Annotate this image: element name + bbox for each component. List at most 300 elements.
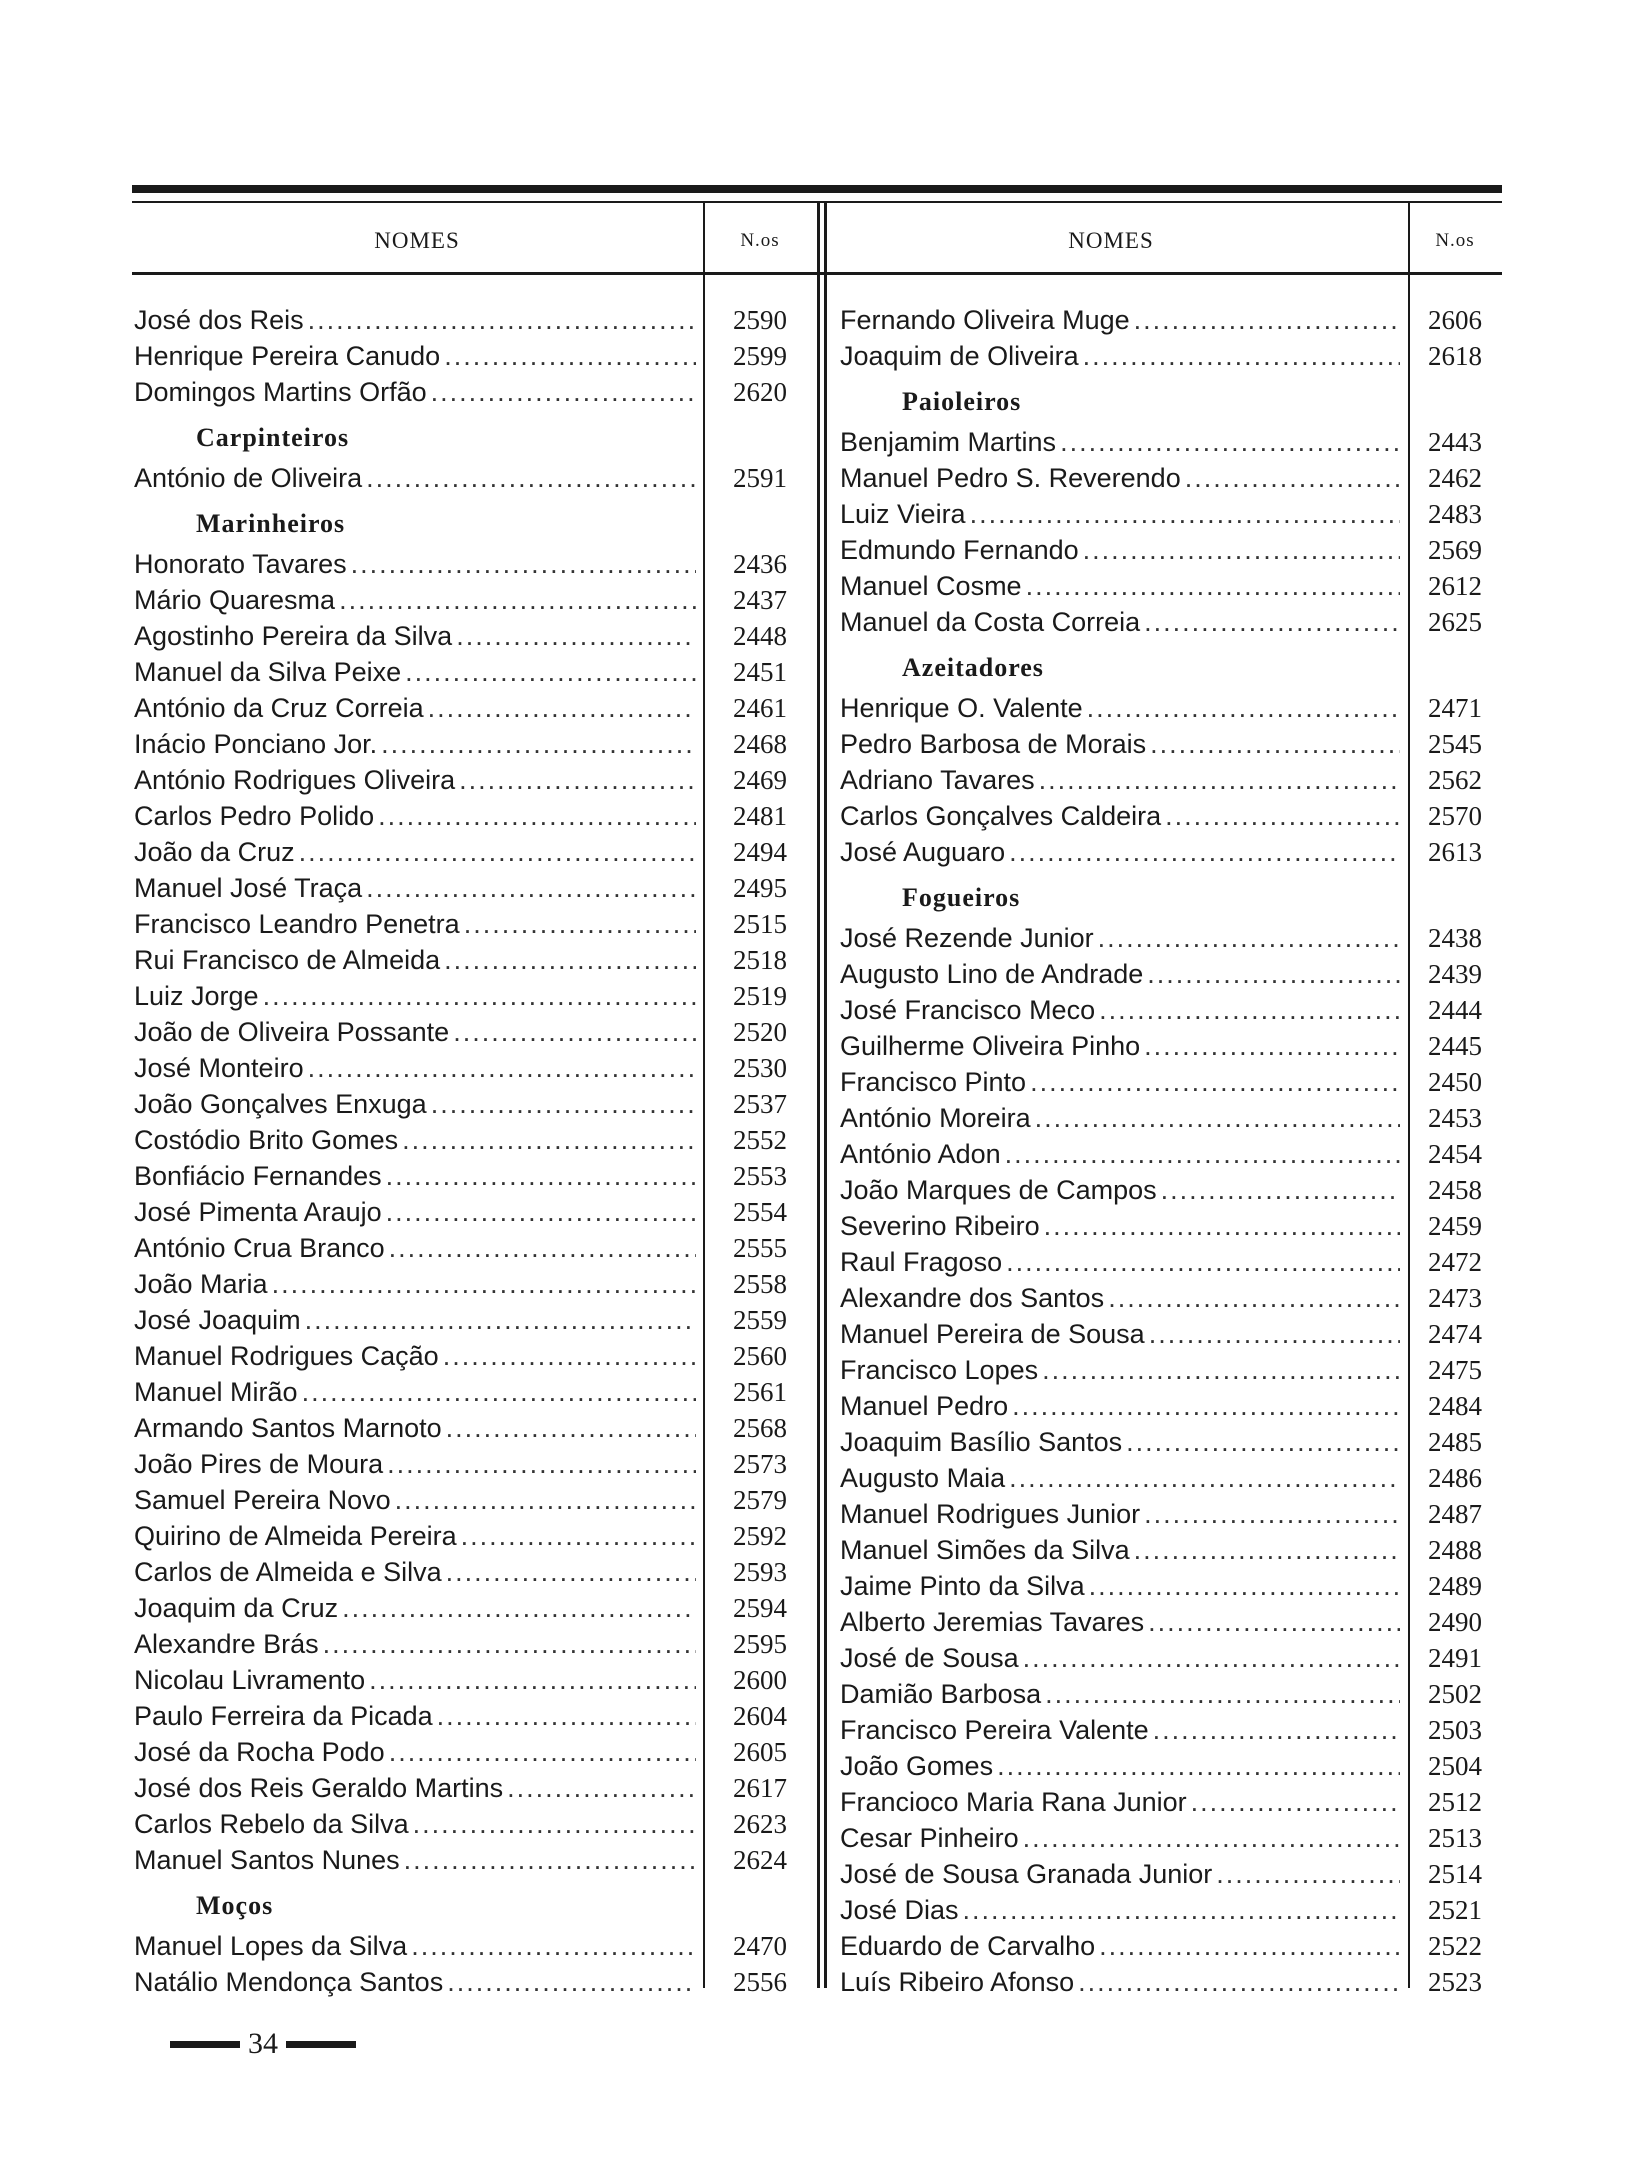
crew-name-text: Manuel Lopes da Silva xyxy=(134,1931,411,1961)
crew-name-text: Augusto Maia xyxy=(840,1463,1009,1493)
list-item xyxy=(134,1734,814,1770)
folio-bar-left xyxy=(170,2041,240,2048)
crew-name xyxy=(840,1136,1400,1172)
crew-name xyxy=(134,690,696,726)
list-item xyxy=(840,1748,1500,1784)
crew-name xyxy=(840,460,1400,496)
crew-number: 2545 xyxy=(1428,729,1482,759)
crew-name xyxy=(134,1410,696,1446)
crew-number: 2522 xyxy=(1428,1931,1482,1961)
crew-name xyxy=(134,1086,696,1122)
crew-number: 2560 xyxy=(733,1341,787,1371)
crew-name-text: José Monteiro xyxy=(134,1053,308,1083)
crew-name-text: Luiz Jorge xyxy=(134,981,263,1011)
crew-name xyxy=(840,1748,1400,1784)
crew-number: 2620 xyxy=(733,377,787,407)
crew-name xyxy=(134,1194,696,1230)
crew-name-text: José Francisco Meco xyxy=(840,995,1099,1025)
list-item xyxy=(134,1518,814,1554)
crew-name-text: José da Rocha Podo xyxy=(134,1737,389,1767)
crew-name-text: António de Oliveira xyxy=(134,463,366,493)
crew-name-text: Joaquim de Oliveira xyxy=(840,341,1083,371)
crew-name xyxy=(134,1554,696,1590)
crew-name xyxy=(840,762,1400,798)
list-item xyxy=(134,1338,814,1374)
list-item xyxy=(840,1100,1500,1136)
crew-name-text: Augusto Lino de Andrade xyxy=(840,959,1147,989)
list-item xyxy=(840,1604,1500,1640)
crew-name-text: Raul Fragoso xyxy=(840,1247,1006,1277)
crew-number: 2439 xyxy=(1428,959,1482,989)
crew-name-text: Manuel Pedro S. Reverendo xyxy=(840,463,1185,493)
list-item xyxy=(134,1770,814,1806)
crew-number: 2554 xyxy=(733,1197,787,1227)
crew-name xyxy=(134,1698,696,1734)
crew-name xyxy=(840,690,1400,726)
crew-number: 2468 xyxy=(733,729,787,759)
list-item xyxy=(134,978,814,1014)
crew-name xyxy=(840,1892,1400,1928)
crew-name xyxy=(134,1590,696,1626)
crew-number: 2471 xyxy=(1428,693,1482,723)
crew-number: 2470 xyxy=(733,1931,787,1961)
list-item xyxy=(134,1302,814,1338)
crew-number: 2599 xyxy=(733,341,787,371)
list-item xyxy=(134,798,814,834)
crew-name-text: Adriano Tavares xyxy=(840,765,1039,795)
crew-name-text: José dos Reis Geraldo Martins xyxy=(134,1773,507,1803)
crew-number: 2624 xyxy=(733,1845,787,1875)
list-item xyxy=(840,1568,1500,1604)
list-item xyxy=(840,424,1500,460)
crew-name-text: Costódio Brito Gomes xyxy=(134,1125,402,1155)
crew-name xyxy=(134,1338,696,1374)
crew-name xyxy=(840,1568,1400,1604)
crew-name-text: João Maria xyxy=(134,1269,272,1299)
crew-name-text: Manuel Cosme xyxy=(840,571,1026,601)
list-item xyxy=(134,834,814,870)
crew-name-text: Francisco Pereira Valente xyxy=(840,1715,1153,1745)
crew-number: 2593 xyxy=(733,1557,787,1587)
crew-name xyxy=(840,1460,1400,1496)
list-item xyxy=(134,302,814,338)
crew-name-text: João de Oliveira Possante xyxy=(134,1017,453,1047)
crew-name-text: Fernando Oliveira Muge xyxy=(840,305,1134,335)
crew-name-text: José Joaquim xyxy=(134,1305,305,1335)
crew-name-text: Luiz Vieira xyxy=(840,499,970,529)
crew-name xyxy=(134,1734,696,1770)
crew-name-text: Rui Francisco de Almeida xyxy=(134,945,444,975)
crew-number: 2474 xyxy=(1428,1319,1482,1349)
crew-name-text: Francisco Pinto xyxy=(840,1067,1030,1097)
section-heading: Marinheiros xyxy=(196,509,346,538)
crew-name-text: Manuel Mirão xyxy=(134,1377,302,1407)
crew-name xyxy=(134,1806,696,1842)
crew-name-text: Domingos Martins Orfão xyxy=(134,377,431,407)
list-item xyxy=(840,1784,1500,1820)
crew-name-text: Samuel Pereira Novo xyxy=(134,1485,395,1515)
crew-number: 2458 xyxy=(1428,1175,1482,1205)
crew-name-text: Henrique O. Valente xyxy=(840,693,1087,723)
list-item xyxy=(840,798,1500,834)
crew-name xyxy=(840,1424,1400,1460)
crew-name xyxy=(134,1928,696,1964)
crew-name xyxy=(134,654,696,690)
section-heading: Azeitadores xyxy=(902,653,1044,682)
crew-name xyxy=(840,1064,1400,1100)
crew-name xyxy=(134,870,696,906)
crew-name xyxy=(134,460,696,496)
right-names-header: NOMES xyxy=(1068,228,1154,253)
crew-name xyxy=(840,1208,1400,1244)
crew-name xyxy=(134,762,696,798)
crew-name-text: Severino Ribeiro xyxy=(840,1211,1044,1241)
crew-number: 2436 xyxy=(733,549,787,579)
crew-name xyxy=(134,726,696,762)
list-item xyxy=(840,1712,1500,1748)
list-item xyxy=(840,1964,1500,2000)
crew-name xyxy=(840,798,1400,834)
list-item xyxy=(840,1424,1500,1460)
list-item xyxy=(134,726,814,762)
crew-name xyxy=(134,1518,696,1554)
right-nums-header: N.os xyxy=(1435,230,1475,251)
list-item xyxy=(840,956,1500,992)
crew-name-text: Manuel José Traça xyxy=(134,873,366,903)
crew-name-text: João Gonçalves Enxuga xyxy=(134,1089,431,1119)
crew-name-text: João Pires de Moura xyxy=(134,1449,387,1479)
crew-number: 2502 xyxy=(1428,1679,1482,1709)
crew-number: 2481 xyxy=(733,801,787,831)
list-item xyxy=(840,834,1500,870)
crew-name xyxy=(840,726,1400,762)
crew-name xyxy=(840,568,1400,604)
left-names-header: NOMES xyxy=(374,228,460,253)
crew-name-text: Carlos de Almeida e Silva xyxy=(134,1557,446,1587)
list-item xyxy=(840,762,1500,798)
crew-number: 2618 xyxy=(1428,341,1482,371)
crew-name xyxy=(134,1050,696,1086)
list-item xyxy=(840,338,1500,374)
list-item xyxy=(134,1410,814,1446)
crew-name xyxy=(840,1388,1400,1424)
crew-number: 2562 xyxy=(1428,765,1482,795)
crew-name-text: Manuel Santos Nunes xyxy=(134,1845,404,1875)
crew-number: 2504 xyxy=(1428,1751,1482,1781)
top-thick-rule xyxy=(132,185,1502,193)
crew-number: 2617 xyxy=(733,1773,787,1803)
list-item xyxy=(840,1820,1500,1856)
list-item xyxy=(840,1244,1500,1280)
crew-number: 2494 xyxy=(733,837,787,867)
crew-number: 2553 xyxy=(733,1161,787,1191)
crew-name xyxy=(840,956,1400,992)
crew-number: 2450 xyxy=(1428,1067,1482,1097)
crew-name-text: Mário Quaresma xyxy=(134,585,339,615)
crew-name xyxy=(840,1820,1400,1856)
crew-name-text: Henrique Pereira Canudo xyxy=(134,341,444,371)
crew-name xyxy=(840,920,1400,956)
list-item xyxy=(840,1460,1500,1496)
crew-number: 2486 xyxy=(1428,1463,1482,1493)
crew-name xyxy=(134,1842,696,1878)
crew-name xyxy=(840,1280,1400,1316)
list-item xyxy=(840,1676,1500,1712)
crew-number: 2594 xyxy=(733,1593,787,1623)
crew-name xyxy=(134,798,696,834)
list-item xyxy=(134,1086,814,1122)
crew-number: 2592 xyxy=(733,1521,787,1551)
crew-number: 2489 xyxy=(1428,1571,1482,1601)
crew-name xyxy=(840,1496,1400,1532)
crew-name-text: Damião Barbosa xyxy=(840,1679,1045,1709)
crew-name-text: Cesar Pinheiro xyxy=(840,1823,1023,1853)
crew-number: 2579 xyxy=(733,1485,787,1515)
crew-name xyxy=(134,302,696,338)
crew-name xyxy=(840,1964,1400,2000)
crew-name xyxy=(134,1266,696,1302)
crew-number: 2530 xyxy=(733,1053,787,1083)
crew-number: 2513 xyxy=(1428,1823,1482,1853)
list-item xyxy=(134,906,814,942)
crew-number: 2451 xyxy=(733,657,787,687)
crew-number: 2491 xyxy=(1428,1643,1482,1673)
list-item xyxy=(134,582,814,618)
crew-number: 2448 xyxy=(733,621,787,651)
crew-number: 2559 xyxy=(733,1305,787,1335)
list-item xyxy=(134,1698,814,1734)
crew-number: 2495 xyxy=(733,873,787,903)
list-item xyxy=(134,1266,814,1302)
crew-number: 2518 xyxy=(733,945,787,975)
crew-number: 2454 xyxy=(1428,1139,1482,1169)
crew-name xyxy=(840,1352,1400,1388)
crew-number: 2488 xyxy=(1428,1535,1482,1565)
crew-number: 2469 xyxy=(733,765,787,795)
crew-name-text: Inácio Ponciano Jor. xyxy=(134,729,381,759)
crew-name-text: José de Sousa Granada Junior xyxy=(840,1859,1216,1889)
crew-number: 2453 xyxy=(1428,1103,1482,1133)
crew-name xyxy=(840,992,1400,1028)
crew-name-text: Carlos Pedro Polido xyxy=(134,801,378,831)
center-double-rule-a xyxy=(817,203,820,1988)
list-item xyxy=(134,1014,814,1050)
list-item xyxy=(840,1280,1500,1316)
crew-name xyxy=(134,942,696,978)
list-item xyxy=(134,1158,814,1194)
crew-name-text: Agostinho Pereira da Silva xyxy=(134,621,456,651)
crew-number: 2520 xyxy=(733,1017,787,1047)
list-item xyxy=(840,496,1500,532)
list-item xyxy=(134,460,814,496)
crew-name-text: João Marques de Campos xyxy=(840,1175,1161,1205)
crew-number: 2475 xyxy=(1428,1355,1482,1385)
list-item xyxy=(134,1590,814,1626)
crew-name-text: Nicolau Livramento xyxy=(134,1665,369,1695)
crew-number: 2600 xyxy=(733,1665,787,1695)
list-item xyxy=(134,1374,814,1410)
crew-name xyxy=(134,374,696,410)
list-item xyxy=(840,1892,1500,1928)
crew-number: 2437 xyxy=(733,585,787,615)
crew-name-text: Eduardo de Carvalho xyxy=(840,1931,1099,1961)
crew-number: 2537 xyxy=(733,1089,787,1119)
crew-name xyxy=(134,906,696,942)
crew-name-text: Pedro Barbosa de Morais xyxy=(840,729,1150,759)
list-item xyxy=(134,1928,814,1964)
crew-name xyxy=(134,1446,696,1482)
list-item xyxy=(840,1928,1500,1964)
list-item xyxy=(840,1208,1500,1244)
crew-name-text: José Dias xyxy=(840,1895,963,1925)
crew-number: 2612 xyxy=(1428,571,1482,601)
list-item xyxy=(840,726,1500,762)
crew-number: 2459 xyxy=(1428,1211,1482,1241)
crew-number: 2595 xyxy=(733,1629,787,1659)
crew-name-text: Francisco Lopes xyxy=(840,1355,1042,1385)
crew-name-text: José Pimenta Araujo xyxy=(134,1197,386,1227)
crew-name-text: Paulo Ferreira da Picada xyxy=(134,1701,437,1731)
list-item xyxy=(840,1064,1500,1100)
crew-number: 2604 xyxy=(733,1701,787,1731)
crew-number: 2523 xyxy=(1428,1967,1482,1997)
crew-number: 2473 xyxy=(1428,1283,1482,1313)
crew-name xyxy=(134,1122,696,1158)
crew-name xyxy=(840,424,1400,460)
section-heading: Fogueiros xyxy=(902,883,1021,912)
crew-name-text: Bonfiácio Fernandes xyxy=(134,1161,386,1191)
crew-name xyxy=(134,1302,696,1338)
crew-name-text: Alberto Jeremias Tavares xyxy=(840,1607,1148,1637)
crew-name-text: Manuel Pereira de Sousa xyxy=(840,1319,1149,1349)
crew-name xyxy=(840,1244,1400,1280)
crew-number: 2485 xyxy=(1428,1427,1482,1457)
crew-name-text: Armando Santos Marnoto xyxy=(134,1413,446,1443)
crew-number: 2590 xyxy=(733,305,787,335)
crew-name xyxy=(134,1770,696,1806)
crew-name-text: António Crua Branco xyxy=(134,1233,389,1263)
crew-name xyxy=(134,1662,696,1698)
crew-name xyxy=(840,1676,1400,1712)
crew-number: 2490 xyxy=(1428,1607,1482,1637)
crew-number: 2573 xyxy=(733,1449,787,1479)
crew-number: 2462 xyxy=(1428,463,1482,493)
list-item xyxy=(134,1230,814,1266)
crew-name xyxy=(840,302,1400,338)
crew-name-text: Honorato Tavares xyxy=(134,549,351,579)
crew-name xyxy=(840,1928,1400,1964)
list-item xyxy=(134,1122,814,1158)
list-item xyxy=(134,1554,814,1590)
crew-number: 2613 xyxy=(1428,837,1482,867)
crew-number: 2444 xyxy=(1428,995,1482,1025)
crew-name xyxy=(840,1640,1400,1676)
list-item xyxy=(134,654,814,690)
folio-bar-right xyxy=(286,2041,356,2048)
crew-number: 2483 xyxy=(1428,499,1482,529)
crew-name-text: Jaime Pinto da Silva xyxy=(840,1571,1089,1601)
crew-name xyxy=(840,1172,1400,1208)
section-heading: Carpinteiros xyxy=(196,423,350,452)
crew-name-text: Natálio Mendonça Santos xyxy=(134,1967,447,1997)
list-item xyxy=(840,1532,1500,1568)
crew-name-text: Manuel Pedro xyxy=(840,1391,1012,1421)
left-nums-header: N.os xyxy=(740,230,780,251)
list-item xyxy=(134,1446,814,1482)
crew-name xyxy=(134,546,696,582)
list-item xyxy=(134,1964,814,2000)
crew-number: 2445 xyxy=(1428,1031,1482,1061)
crew-name xyxy=(134,1964,696,2000)
crew-name-text: Manuel da Silva Peixe xyxy=(134,657,405,687)
crew-name xyxy=(134,582,696,618)
crew-name xyxy=(840,496,1400,532)
crew-name-text: Francisco Leandro Penetra xyxy=(134,909,464,939)
crew-name-text: António Rodrigues Oliveira xyxy=(134,765,459,795)
list-item xyxy=(840,302,1500,338)
list-item xyxy=(840,992,1500,1028)
crew-number: 2472 xyxy=(1428,1247,1482,1277)
crew-number: 2625 xyxy=(1428,607,1482,637)
crew-name-text: Manuel Simões da Silva xyxy=(840,1535,1134,1565)
crew-name-text: João Gomes xyxy=(840,1751,997,1781)
crew-number: 2558 xyxy=(733,1269,787,1299)
list-item xyxy=(134,1194,814,1230)
crew-name xyxy=(840,338,1400,374)
crew-name xyxy=(134,1230,696,1266)
list-item xyxy=(840,568,1500,604)
crew-name xyxy=(134,1626,696,1662)
list-item xyxy=(134,942,814,978)
crew-name-text: Joaquim Basílio Santos xyxy=(840,1427,1126,1457)
list-item xyxy=(134,1050,814,1086)
crew-number: 2443 xyxy=(1428,427,1482,457)
crew-number: 2623 xyxy=(733,1809,787,1839)
list-item xyxy=(134,338,814,374)
list-item xyxy=(134,762,814,798)
crew-number: 2514 xyxy=(1428,1859,1482,1889)
section-heading: Moços xyxy=(196,1891,274,1920)
list-item xyxy=(840,532,1500,568)
crew-name xyxy=(134,978,696,1014)
page-folio xyxy=(162,2026,364,2062)
crew-name-text: Carlos Gonçalves Caldeira xyxy=(840,801,1165,831)
crew-number: 2552 xyxy=(733,1125,787,1155)
crew-name-text: Edmundo Fernando xyxy=(840,535,1083,565)
list-item xyxy=(134,870,814,906)
crew-name-text: José de Sousa xyxy=(840,1643,1023,1673)
crew-name xyxy=(134,338,696,374)
crew-name-text: António da Cruz Correia xyxy=(134,693,428,723)
crew-name xyxy=(840,834,1400,870)
list-item xyxy=(840,1388,1500,1424)
list-item xyxy=(134,546,814,582)
crew-name-text: João da Cruz xyxy=(134,837,299,867)
list-item xyxy=(840,690,1500,726)
crew-name-text: José Rezende Junior xyxy=(840,923,1098,953)
crew-number: 2484 xyxy=(1428,1391,1482,1421)
list-item xyxy=(134,1662,814,1698)
crew-name xyxy=(840,1100,1400,1136)
crew-name xyxy=(840,1784,1400,1820)
crew-number: 2519 xyxy=(733,981,787,1011)
crew-name-text: Manuel Rodrigues Cação xyxy=(134,1341,443,1371)
crew-number: 2568 xyxy=(733,1413,787,1443)
list-item xyxy=(134,1626,814,1662)
crew-name xyxy=(134,834,696,870)
crew-name xyxy=(840,1532,1400,1568)
crew-number: 2570 xyxy=(1428,801,1482,831)
